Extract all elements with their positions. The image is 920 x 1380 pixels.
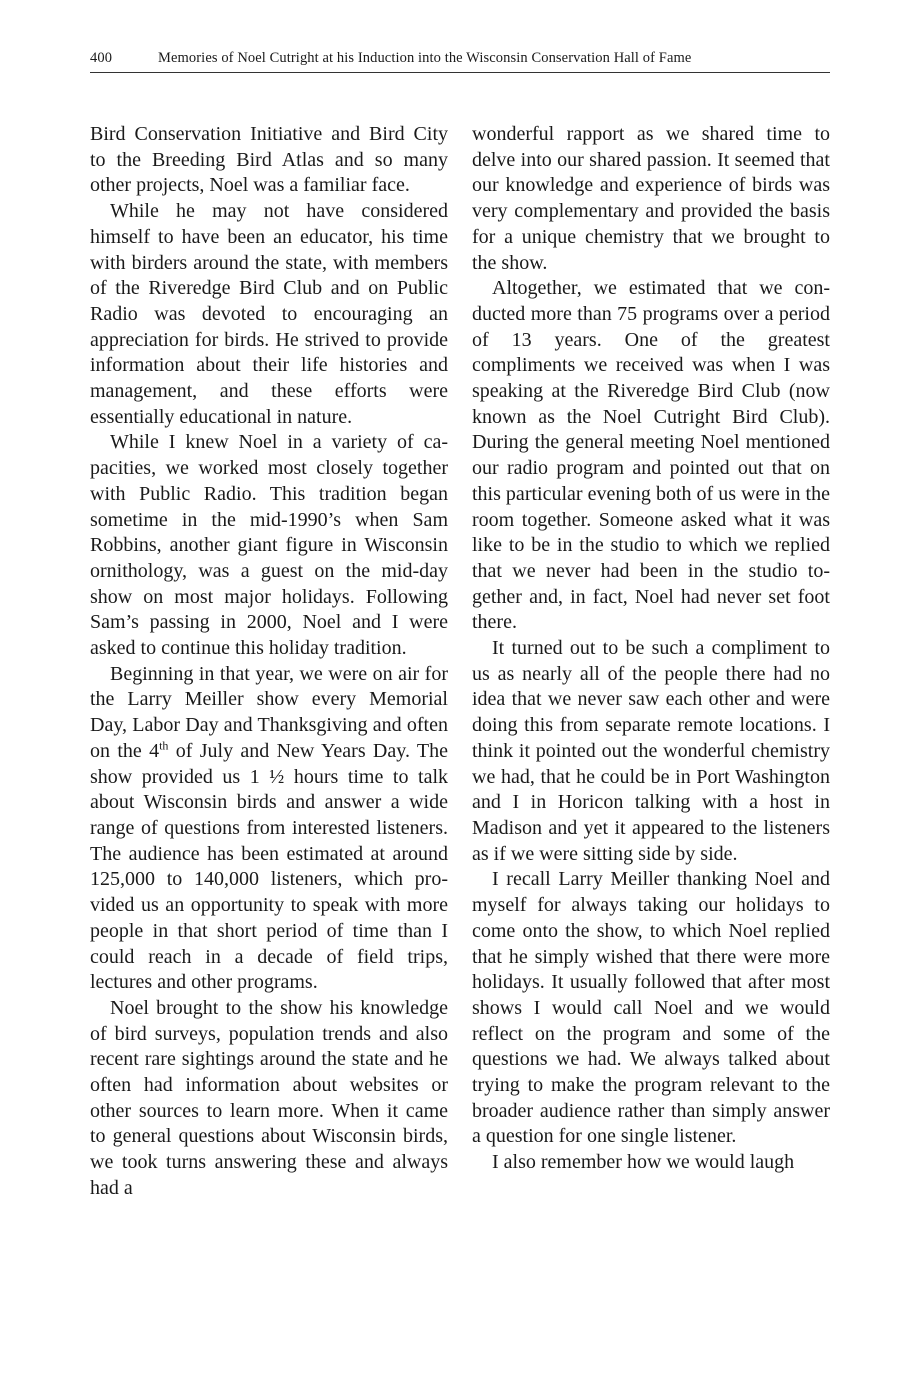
paragraph: While I knew Noel in a variety of capacities, we worked most closely together with Public Radio. This tradition began sometime in the mid-1990’s when Sam Robbins, another giant figure in Wisconsin ornithology, was a guest on the mid-day show on most major holidays. Following Sam’s passing in 2000, Noel and I were asked to continue this holiday tradition.: [90, 431, 448, 660]
paragraph: wonderful rapport as we shared time to delve into our shared passion. It seemed that our knowledge and experience of birds was very complementary and provided the basis for a unique chemistry that we brought to the show.: [472, 123, 830, 274]
running-header: [90, 48, 830, 73]
paragraph-text: Beginning in that year, we were on air for the Larry Meiller show every Memorial Day, Labor Day and Thanksgiving and often on the 4: [90, 662, 448, 762]
right-column: [472, 122, 830, 1176]
ordinal-superscript: th: [159, 738, 169, 753]
paragraph: I recall Larry Meiller thanking Noel and myself for always taking our holidays to come onto the show, to which Noel replied that he simply wished that there were more holidays. It usually followed that after most shows I would call Noel and we would reflect on the program and some of the questions we had. We always talked about trying to make the program relevant to the broader audience rather than simply answer a question for one single listener.: [472, 868, 830, 1148]
paragraph: While he may not have considered himself to have been an educator, his time with birders around the state, with members of the Riveredge Bird Club and on Public Radio was devoted to encouraging an appreciation for birds. He strived to provide information about their life histories and management, and these efforts were essentially educational in nature.: [90, 200, 448, 428]
paragraph: Noel brought to the show his knowledge of bird surveys, population trends and also recent rare sightings around the state and he often had information about websites or other sources to learn more. When it came to general questions about Wisconsin birds, we took turns answering these and always had a: [90, 996, 448, 1199]
paragraph: Bird Conservation Initiative and Bird City to the Breeding Bird Atlas and so many other projects, Noel was a familiar face.: [90, 123, 448, 197]
left-column: [90, 122, 448, 1202]
page-number: 400: [90, 50, 113, 66]
paragraph: [90, 662, 448, 996]
running-title: Memories of Noel Cutright at his Induction into the Wisconsin Conservation Hall of Fame: [158, 50, 692, 66]
paragraph: It turned out to be such a compliment to us as nearly all of the people there had no idea that we never saw each other and were doing this from separate remote locations. I think it pointed out the wonderful chemistry we had, that he could be in Port Washington and I in Horicon talking with a host in Madison and yet it appeared to the listeners as if we were sitting side by side.: [472, 637, 830, 865]
paragraph: Altogether, we estimated that we conducted more than 75 programs over a period of 13 years. One of the greatest compliments we received was when I was speaking at the Riveredge Bird Club (now known as the Noel Cutright Bird Club). During the general meeting Noel mentioned our radio program and pointed out that on this particular evening both of us were in the room together. Someone asked what it was like to be in the studio to which we replied that we never had been in the studio together and, in fact, Noel had never set foot there.: [472, 277, 830, 634]
paragraph-text: of July and New Years Day. The show provided us 1 ½ hours time to talk about Wisconsin birds and answer a wide range of questions from interested listeners. The audience has been estimated at around 125,000 to 140,000 listeners, which provided us an opportunity to speak with more people in that short period of time than I could reach in a decade of field trips, lectures and other programs.: [90, 739, 449, 994]
paragraph: I also remember how we would laugh: [492, 1151, 795, 1174]
